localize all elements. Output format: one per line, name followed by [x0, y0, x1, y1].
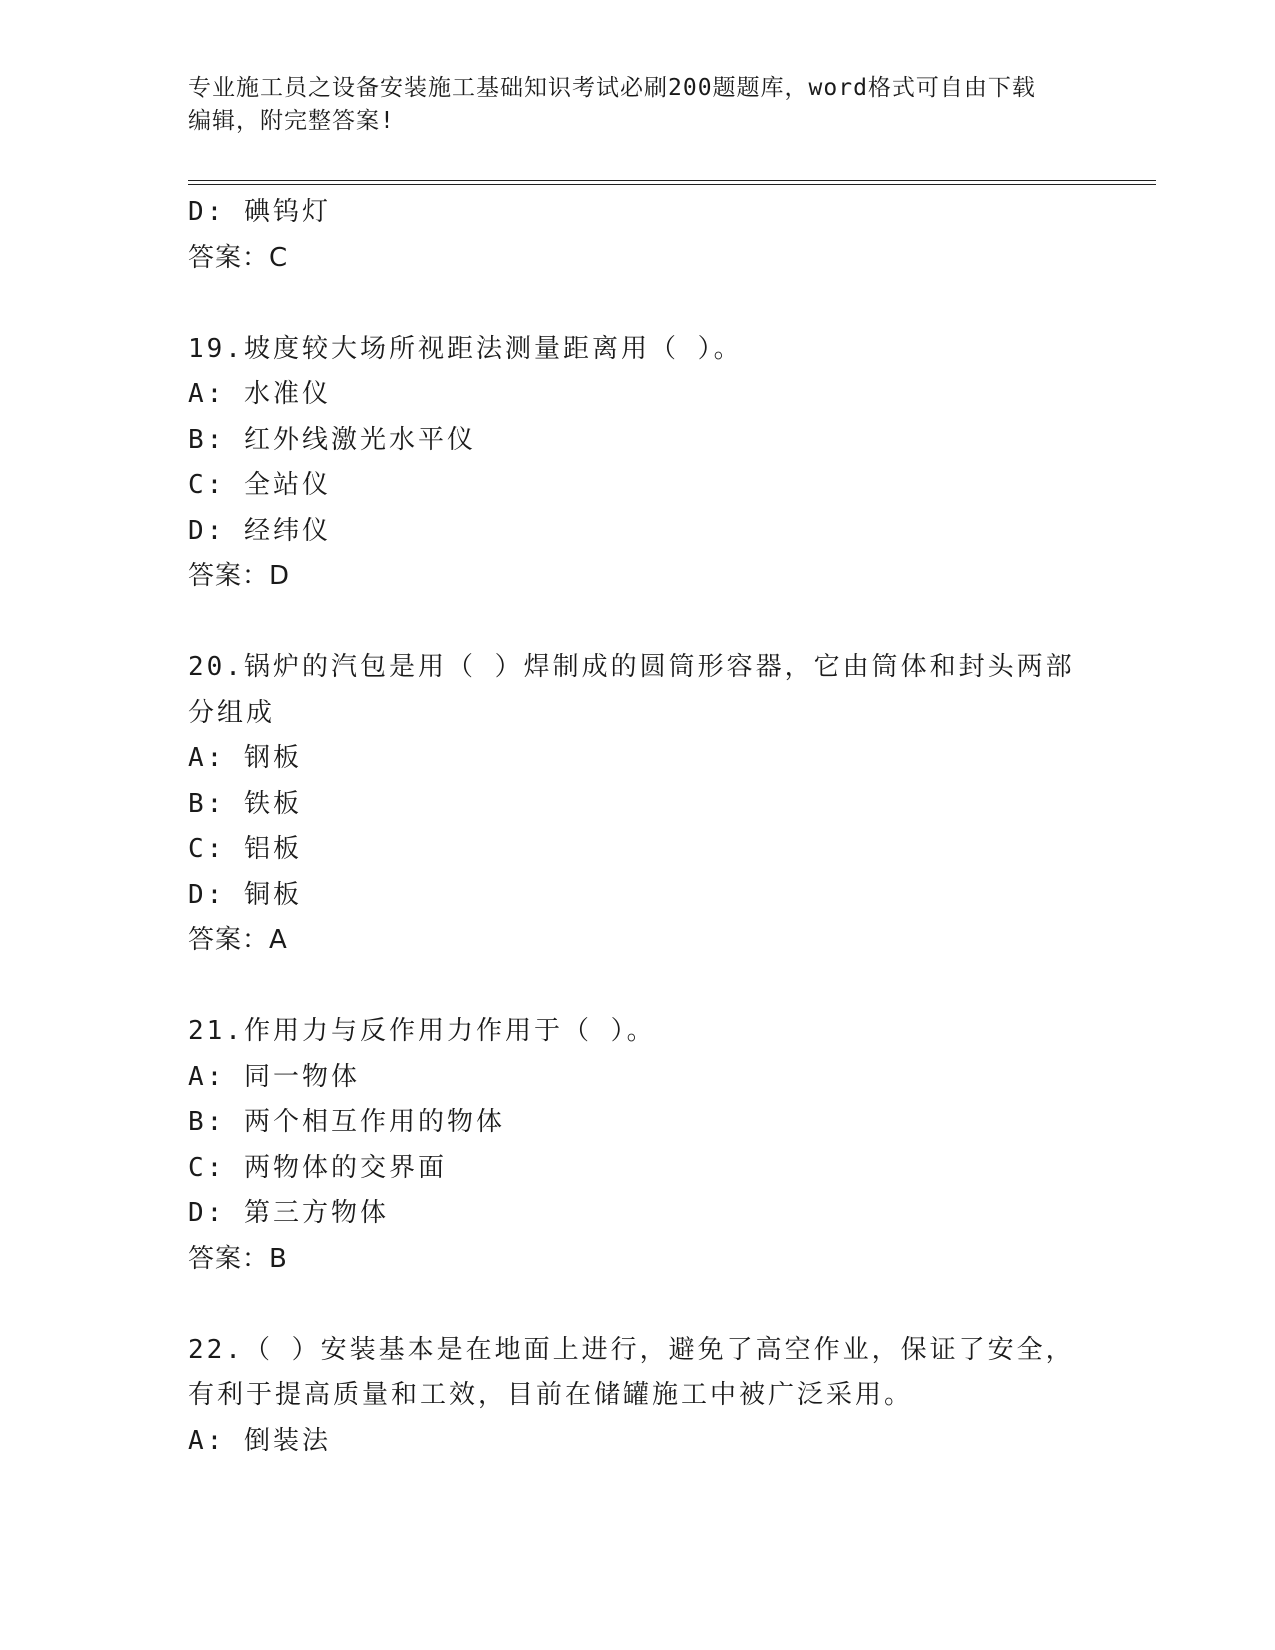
answer-line: 答案：D — [188, 561, 291, 591]
option-a: A: 同一物体 — [188, 1061, 360, 1092]
spacer — [188, 281, 1088, 327]
spacer — [188, 600, 1088, 646]
option-d: D: 经纬仪 — [188, 515, 331, 546]
header-title-line-2: 编辑，附完整答案! — [188, 108, 395, 134]
option-d: D: 铜板 — [188, 879, 302, 910]
question-text: 19.坡度较大场所视距法测量距离用（ ）。 — [188, 333, 743, 364]
option-d: D: 第三方物体 — [188, 1198, 389, 1228]
header-title-line-1: 专业施工员之设备安装施工基础知识考试必刷200题题库，word格式可自由下载 — [188, 75, 1036, 101]
question-text-line-1: 22.（ ）安装基本是在地面上进行，避免了高空作业，保证了安全， — [188, 1334, 1075, 1365]
option-b: B: 铁板 — [188, 788, 302, 819]
question-18 — [188, 190, 1088, 281]
question-19 — [188, 327, 1088, 600]
question-text-line-1: 20.锅炉的汽包是用（ ）焊制成的圆筒形容器，它由筒体和封头两部 — [188, 652, 1075, 682]
option-a: A: 倒装法 — [188, 1425, 331, 1456]
spacer — [188, 964, 1088, 1010]
question-21 — [188, 1009, 1088, 1282]
question-22 — [188, 1328, 1088, 1465]
option-d: D: 碘钨灯 — [188, 197, 331, 227]
option-c: C: 铝板 — [188, 834, 302, 864]
option-b: B: 两个相互作用的物体 — [188, 1107, 505, 1137]
option-a: A: 水准仪 — [188, 379, 331, 409]
option-b: B: 红外线激光水平仪 — [188, 424, 476, 455]
answer-line: 答案：B — [188, 1243, 288, 1274]
question-text-line-2: 分组成 — [188, 697, 276, 728]
answer-line: 答案：A — [188, 925, 288, 955]
option-a: A: 钢板 — [188, 743, 302, 773]
header-divider-bottom — [188, 184, 1156, 185]
option-c: C: 全站仪 — [188, 470, 331, 500]
spacer — [188, 1282, 1088, 1328]
document-header — [188, 72, 1088, 138]
header-divider-top — [188, 180, 1156, 181]
question-text-line-2: 有利于提高质量和工效，目前在储罐施工中被广泛采用。 — [188, 1380, 914, 1410]
answer-line: 答案：C — [188, 242, 289, 273]
option-c: C: 两物体的交界面 — [188, 1152, 447, 1183]
question-list — [188, 190, 1088, 1464]
question-text: 21.作用力与反作用力作用于（ ）。 — [188, 1016, 656, 1046]
question-20 — [188, 645, 1088, 964]
